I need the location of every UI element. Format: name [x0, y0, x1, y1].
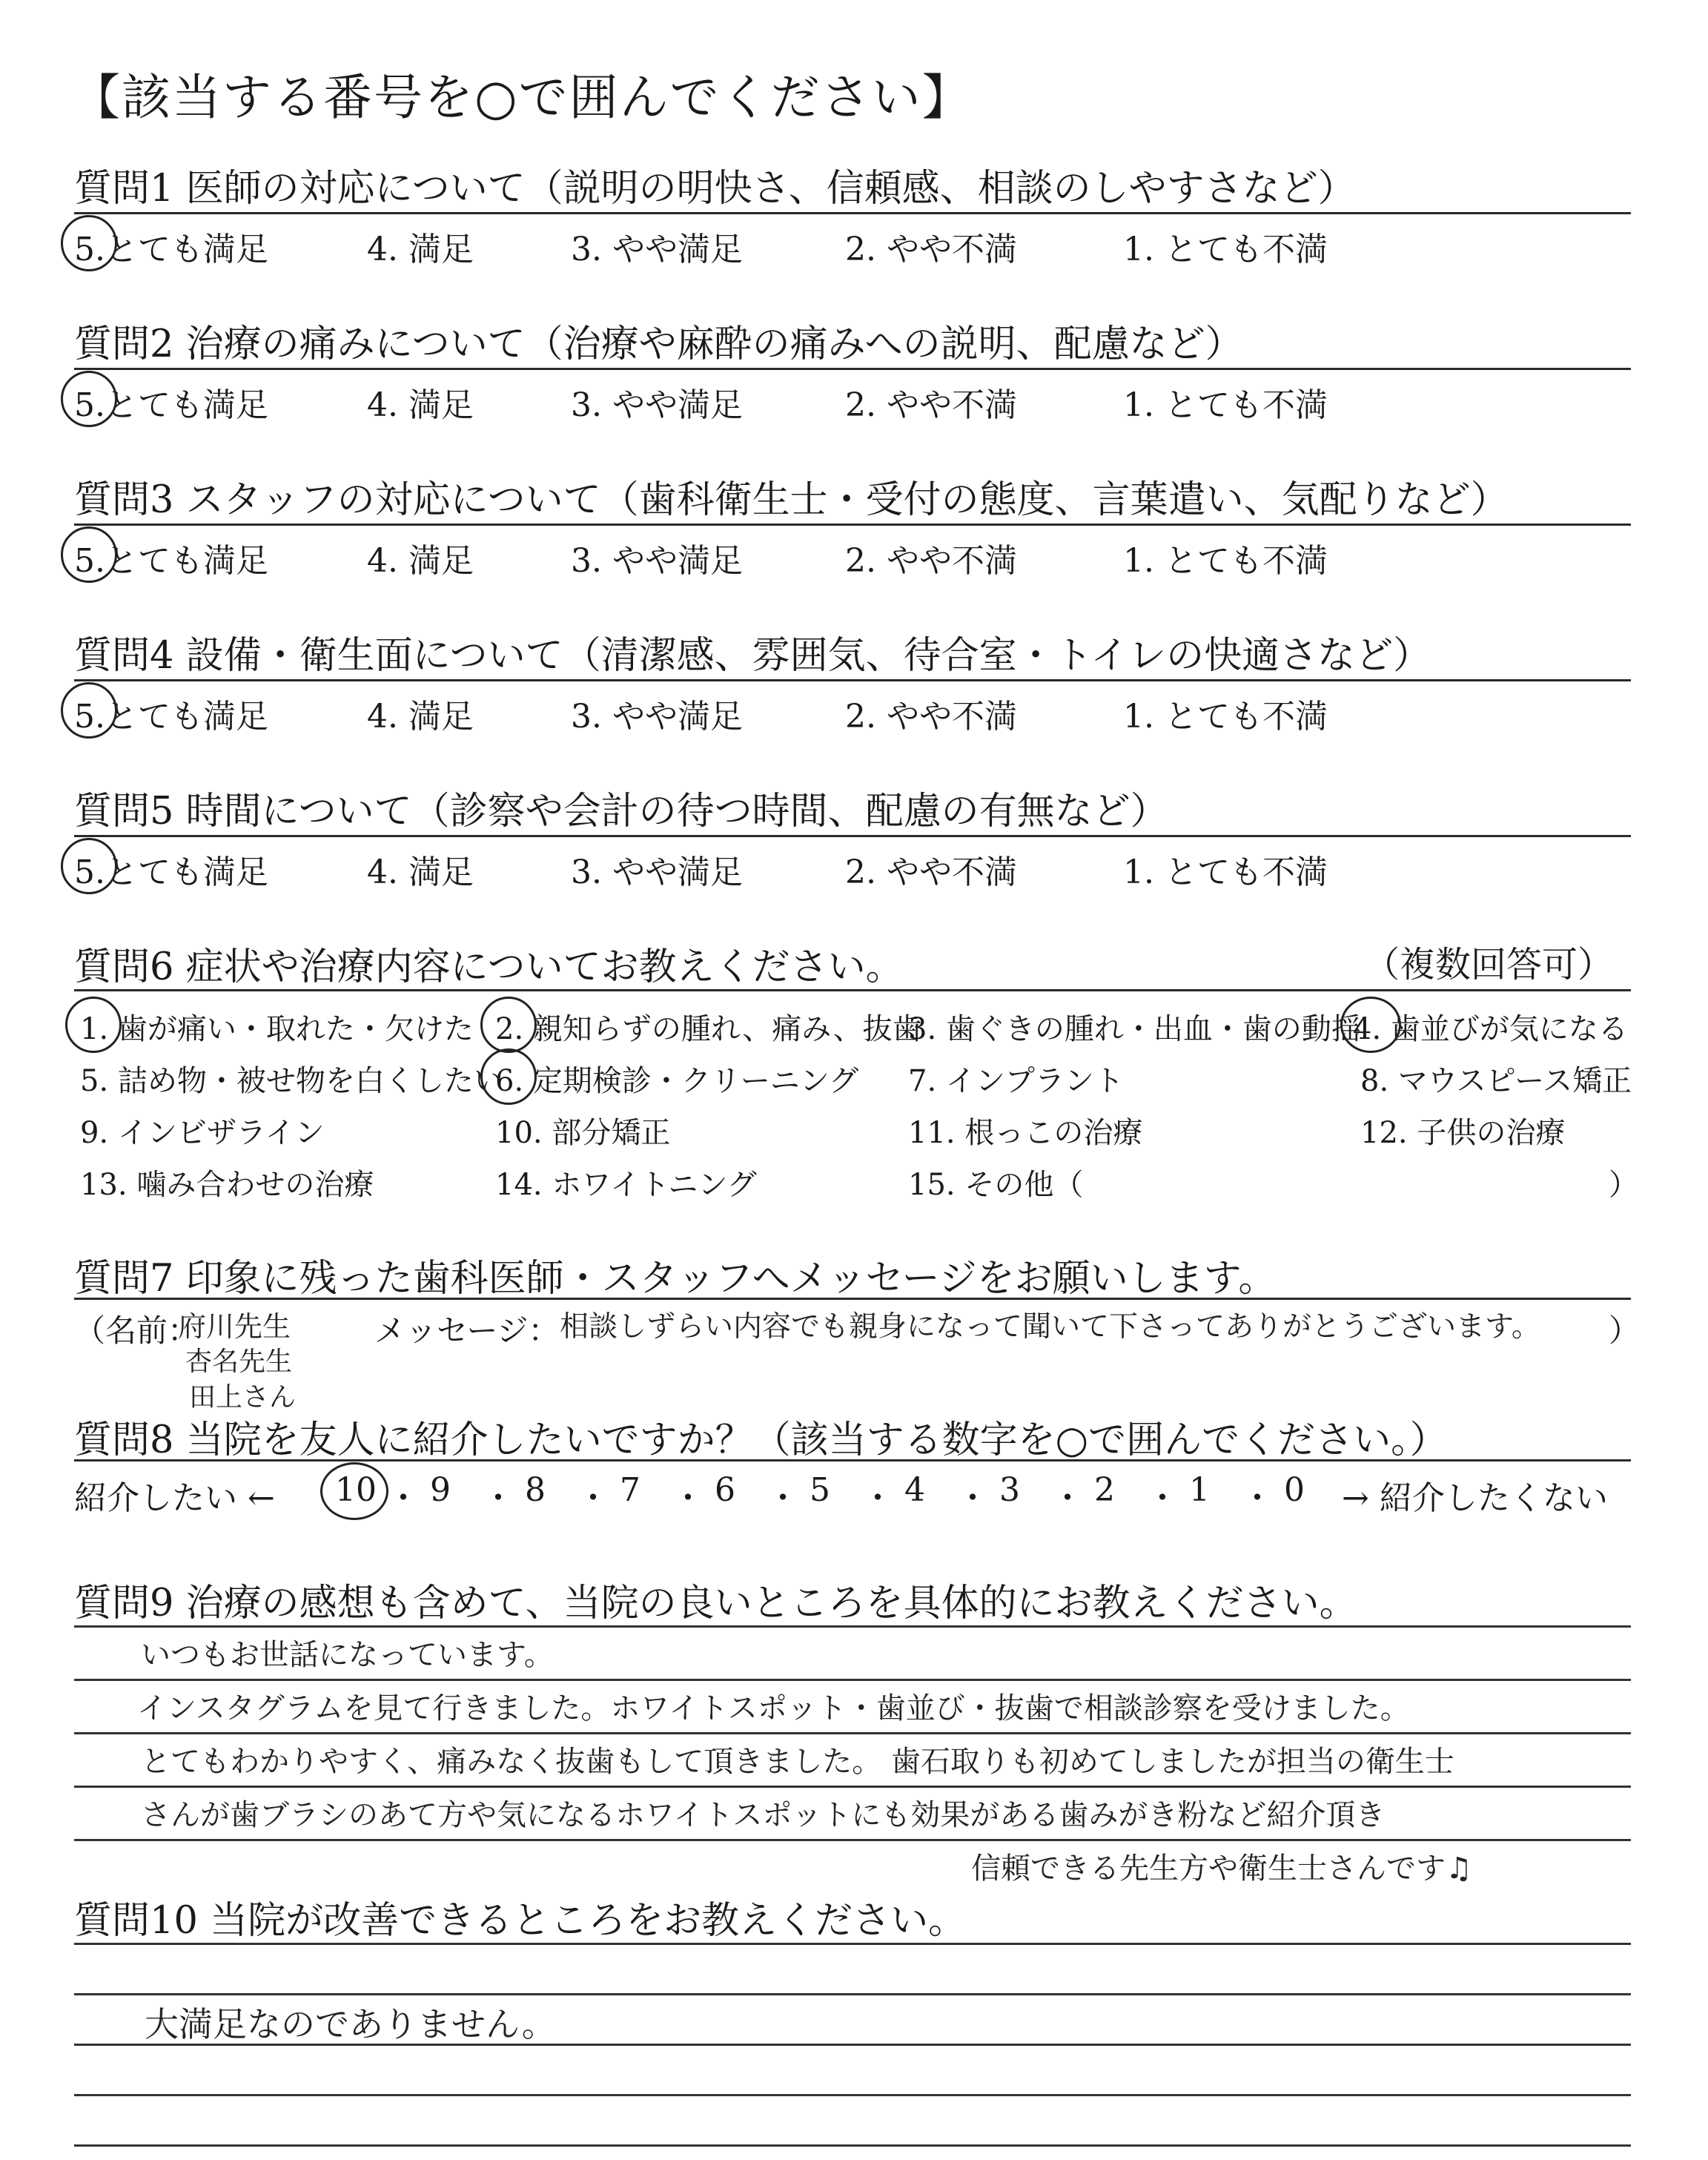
q8-option-10[interactable]: 10 — [335, 1471, 377, 1509]
q1-option-5[interactable]: 5.とても満足 — [74, 231, 268, 268]
q8-separator-dot: ・ — [1146, 1479, 1179, 1517]
q8-separator-dot: ・ — [1241, 1479, 1274, 1517]
q8-recommend-label: 紹介したい ← — [74, 1479, 275, 1517]
q8-separator-dot: ・ — [1051, 1479, 1084, 1517]
divider — [74, 524, 1631, 526]
q3-option-3[interactable]: 3. やや満足 — [571, 542, 743, 580]
question-2-label: 質問2 治療の痛みについて（治療や麻酔の痛みへの説明、配慮など） — [74, 323, 1243, 366]
divider — [74, 368, 1631, 370]
q6-option-15[interactable]: 15. その他（ — [908, 1168, 1084, 1202]
q6-option-8[interactable]: 8. マウスピース矯正 — [1360, 1064, 1632, 1098]
q8-option-2[interactable]: 2 — [1094, 1471, 1115, 1509]
question-3-label: 質問3 スタッフの対応について（歯科衛生士・受付の態度、言葉遣い、気配りなど） — [74, 478, 1509, 522]
q6-option-9[interactable]: 9. インビザライン — [80, 1116, 325, 1150]
q8-option-0[interactable]: 0 — [1284, 1471, 1305, 1509]
q2-option-2[interactable]: 2. やや不満 — [845, 386, 1017, 424]
q2-option-1[interactable]: 1. とても不満 — [1123, 386, 1328, 424]
q6-option-12[interactable]: 12. 子供の治療 — [1360, 1116, 1566, 1150]
q6-option-11[interactable]: 11. 根っこの治療 — [908, 1116, 1143, 1150]
q8-separator-dot: ・ — [482, 1479, 514, 1517]
q1-option-3[interactable]: 3. やや満足 — [571, 231, 743, 268]
question-8-label: 質問8 当院を友人に紹介したいですか？（該当する数字を○で囲んでください。） — [74, 1418, 1448, 1462]
q7-name-2: 杏名先生 — [185, 1347, 293, 1377]
q8-separator-dot: ・ — [956, 1479, 989, 1517]
q5-option-3[interactable]: 3. やや満足 — [571, 853, 743, 891]
divider — [74, 1298, 1631, 1300]
q9-answer-line-2: インスタグラムを見て行きました。ホワイトスポット・歯並び・抜歯で相談診察を受けました。 — [137, 1691, 1410, 1725]
divider — [74, 1459, 1631, 1462]
q1-option-1[interactable]: 1. とても不満 — [1123, 231, 1328, 268]
q1-option-2[interactable]: 2. やや不満 — [845, 231, 1017, 268]
q6-selected-circle-6 — [480, 1048, 537, 1105]
q8-separator-dot: ・ — [577, 1479, 609, 1517]
q7-message-label: メッセージ： — [374, 1312, 560, 1349]
question-7-label: 質問7 印象に残った歯科医師・スタッフへメッセージをお願いします。 — [74, 1257, 1277, 1301]
q6-option-2[interactable]: 2. 親知らずの腫れ、痛み、抜歯 — [495, 1012, 922, 1046]
q8-option-1[interactable]: 1 — [1189, 1471, 1210, 1509]
q8-separator-dot: ・ — [767, 1479, 799, 1517]
question-6-label: 質問6 症状や治療内容についてお教えください。 — [74, 945, 904, 989]
question-5-label: 質問5 時間について（診察や会計の待つ時間、配慮の有無など） — [74, 790, 1168, 833]
question-1-label: 質問1 医師の対応について（説明の明快さ、信頼感、相談のしやすさなど） — [74, 167, 1356, 211]
divider — [74, 679, 1631, 681]
answer-line — [74, 2094, 1631, 2096]
page-title: 【該当する番号を○で囲んでください】 — [71, 69, 973, 126]
q5-selected-circle — [61, 838, 117, 894]
q6-multiple-note: （複数回答可） — [1364, 944, 1614, 985]
q1-option-4[interactable]: 4. 満足 — [367, 231, 474, 268]
q7-name-label: （名前： — [74, 1312, 199, 1349]
q5-option-2[interactable]: 2. やや不満 — [845, 853, 1017, 891]
q6-selected-circle-1 — [65, 997, 122, 1053]
divider — [74, 835, 1631, 837]
q8-option-5[interactable]: 5 — [810, 1471, 830, 1509]
q4-option-1[interactable]: 1. とても不満 — [1123, 698, 1328, 736]
q6-option-14[interactable]: 14. ホワイトニング — [495, 1168, 757, 1202]
q3-option-5[interactable]: 5.とても満足 — [74, 542, 268, 580]
answer-line — [74, 1943, 1631, 1945]
question-10-label: 質問10 当院が改善できるところをお教えください。 — [74, 1899, 967, 1943]
q8-option-7[interactable]: 7 — [620, 1471, 640, 1509]
q8-separator-dot: ・ — [672, 1479, 704, 1517]
question-9-label: 質問9 治療の感想も含めて、当院の良いところを具体的にお教えください。 — [74, 1582, 1357, 1625]
q6-option-3[interactable]: 3. 歯ぐきの腫れ・出血・歯の動揺 — [908, 1012, 1361, 1046]
q7-close-paren: ） — [1609, 1312, 1641, 1349]
answer-line — [74, 1732, 1631, 1734]
q8-option-3[interactable]: 3 — [999, 1471, 1020, 1509]
answer-line — [74, 1993, 1631, 1995]
q8-separator-dot: ・ — [387, 1479, 420, 1517]
q6-option-4[interactable]: 4. 歯並びが気になる — [1353, 1012, 1628, 1046]
q6-option-15-close: ） — [1609, 1168, 1638, 1202]
answer-line — [74, 2144, 1631, 2147]
q6-option-7[interactable]: 7. インプラント — [908, 1064, 1124, 1098]
q5-option-1[interactable]: 1. とても不満 — [1123, 853, 1328, 891]
q2-option-5[interactable]: 5.とても満足 — [74, 386, 268, 424]
q8-not-recommend-label: → 紹介したくない — [1342, 1479, 1608, 1517]
q2-option-3[interactable]: 3. やや満足 — [571, 386, 743, 424]
q2-option-4[interactable]: 4. 満足 — [367, 386, 474, 424]
answer-line — [74, 1625, 1631, 1628]
q8-option-4[interactable]: 4 — [904, 1471, 925, 1509]
divider — [74, 989, 1631, 991]
q8-option-8[interactable]: 8 — [525, 1471, 546, 1509]
divider — [74, 212, 1631, 214]
q8-separator-dot: ・ — [861, 1479, 894, 1517]
answer-line — [74, 1786, 1631, 1788]
q6-option-5[interactable]: 5. 詰め物・被せ物を白くしたい — [80, 1064, 503, 1098]
q8-option-6[interactable]: 6 — [715, 1471, 735, 1509]
q8-selected-circle — [320, 1462, 388, 1520]
q1-selected-circle — [61, 215, 117, 271]
q4-option-2[interactable]: 2. やや不満 — [845, 698, 1017, 736]
q3-option-1[interactable]: 1. とても不満 — [1123, 542, 1328, 580]
q3-option-4[interactable]: 4. 満足 — [367, 542, 474, 580]
q4-selected-circle — [61, 682, 117, 739]
q6-selected-circle-2 — [480, 997, 537, 1053]
q9-answer-line-5: 信頼できる先生方や衛生士さんです♫ — [971, 1852, 1472, 1886]
q6-option-6[interactable]: 6. 定期検診・クリーニング — [495, 1064, 859, 1098]
q7-name-3: 田上さん — [189, 1382, 297, 1413]
q5-option-4[interactable]: 4. 満足 — [367, 853, 474, 891]
q4-option-3[interactable]: 3. やや満足 — [571, 698, 743, 736]
q8-option-9[interactable]: 9 — [430, 1471, 451, 1509]
q6-option-10[interactable]: 10. 部分矯正 — [495, 1116, 671, 1150]
q3-selected-circle — [61, 526, 117, 583]
q3-option-2[interactable]: 2. やや不満 — [845, 542, 1017, 580]
q7-name-1: 府川先生 — [178, 1310, 291, 1343]
q7-message-text: 相談しずらい内容でも親身になって聞いて下さってありがとうございます。 — [560, 1310, 1540, 1344]
q6-option-1[interactable]: 1. 歯が痛い・取れた・欠けた — [80, 1012, 474, 1046]
q10-answer: 大満足なのでありません。 — [145, 2004, 556, 2044]
q6-option-13[interactable]: 13. 噛み合わせの治療 — [80, 1168, 374, 1202]
answer-line — [74, 1839, 1631, 1841]
q9-answer-line-1: いつもお世話になっています。 — [141, 1638, 554, 1672]
q9-answer-line-4: さんが歯ブラシのあて方や気になるホワイトスポットにも効果がある歯みがき粉など紹介頂き — [141, 1798, 1386, 1832]
question-4-label: 質問4 設備・衛生面について（清潔感、雰囲気、待合室・トイレの快適さなど） — [74, 634, 1431, 678]
q4-option-4[interactable]: 4. 満足 — [367, 698, 474, 736]
q4-option-5[interactable]: 5.とても満足 — [74, 698, 268, 736]
answer-line — [74, 1679, 1631, 1681]
q6-selected-circle-4 — [1340, 997, 1401, 1053]
q2-selected-circle — [61, 371, 117, 427]
q9-answer-line-3: とてもわかりやすく、痛みなく抜歯もして頂きました。 歯石取りも初めてしましたが担当の衛生士 — [141, 1745, 1454, 1779]
q5-option-5[interactable]: 5.とても満足 — [74, 853, 268, 891]
